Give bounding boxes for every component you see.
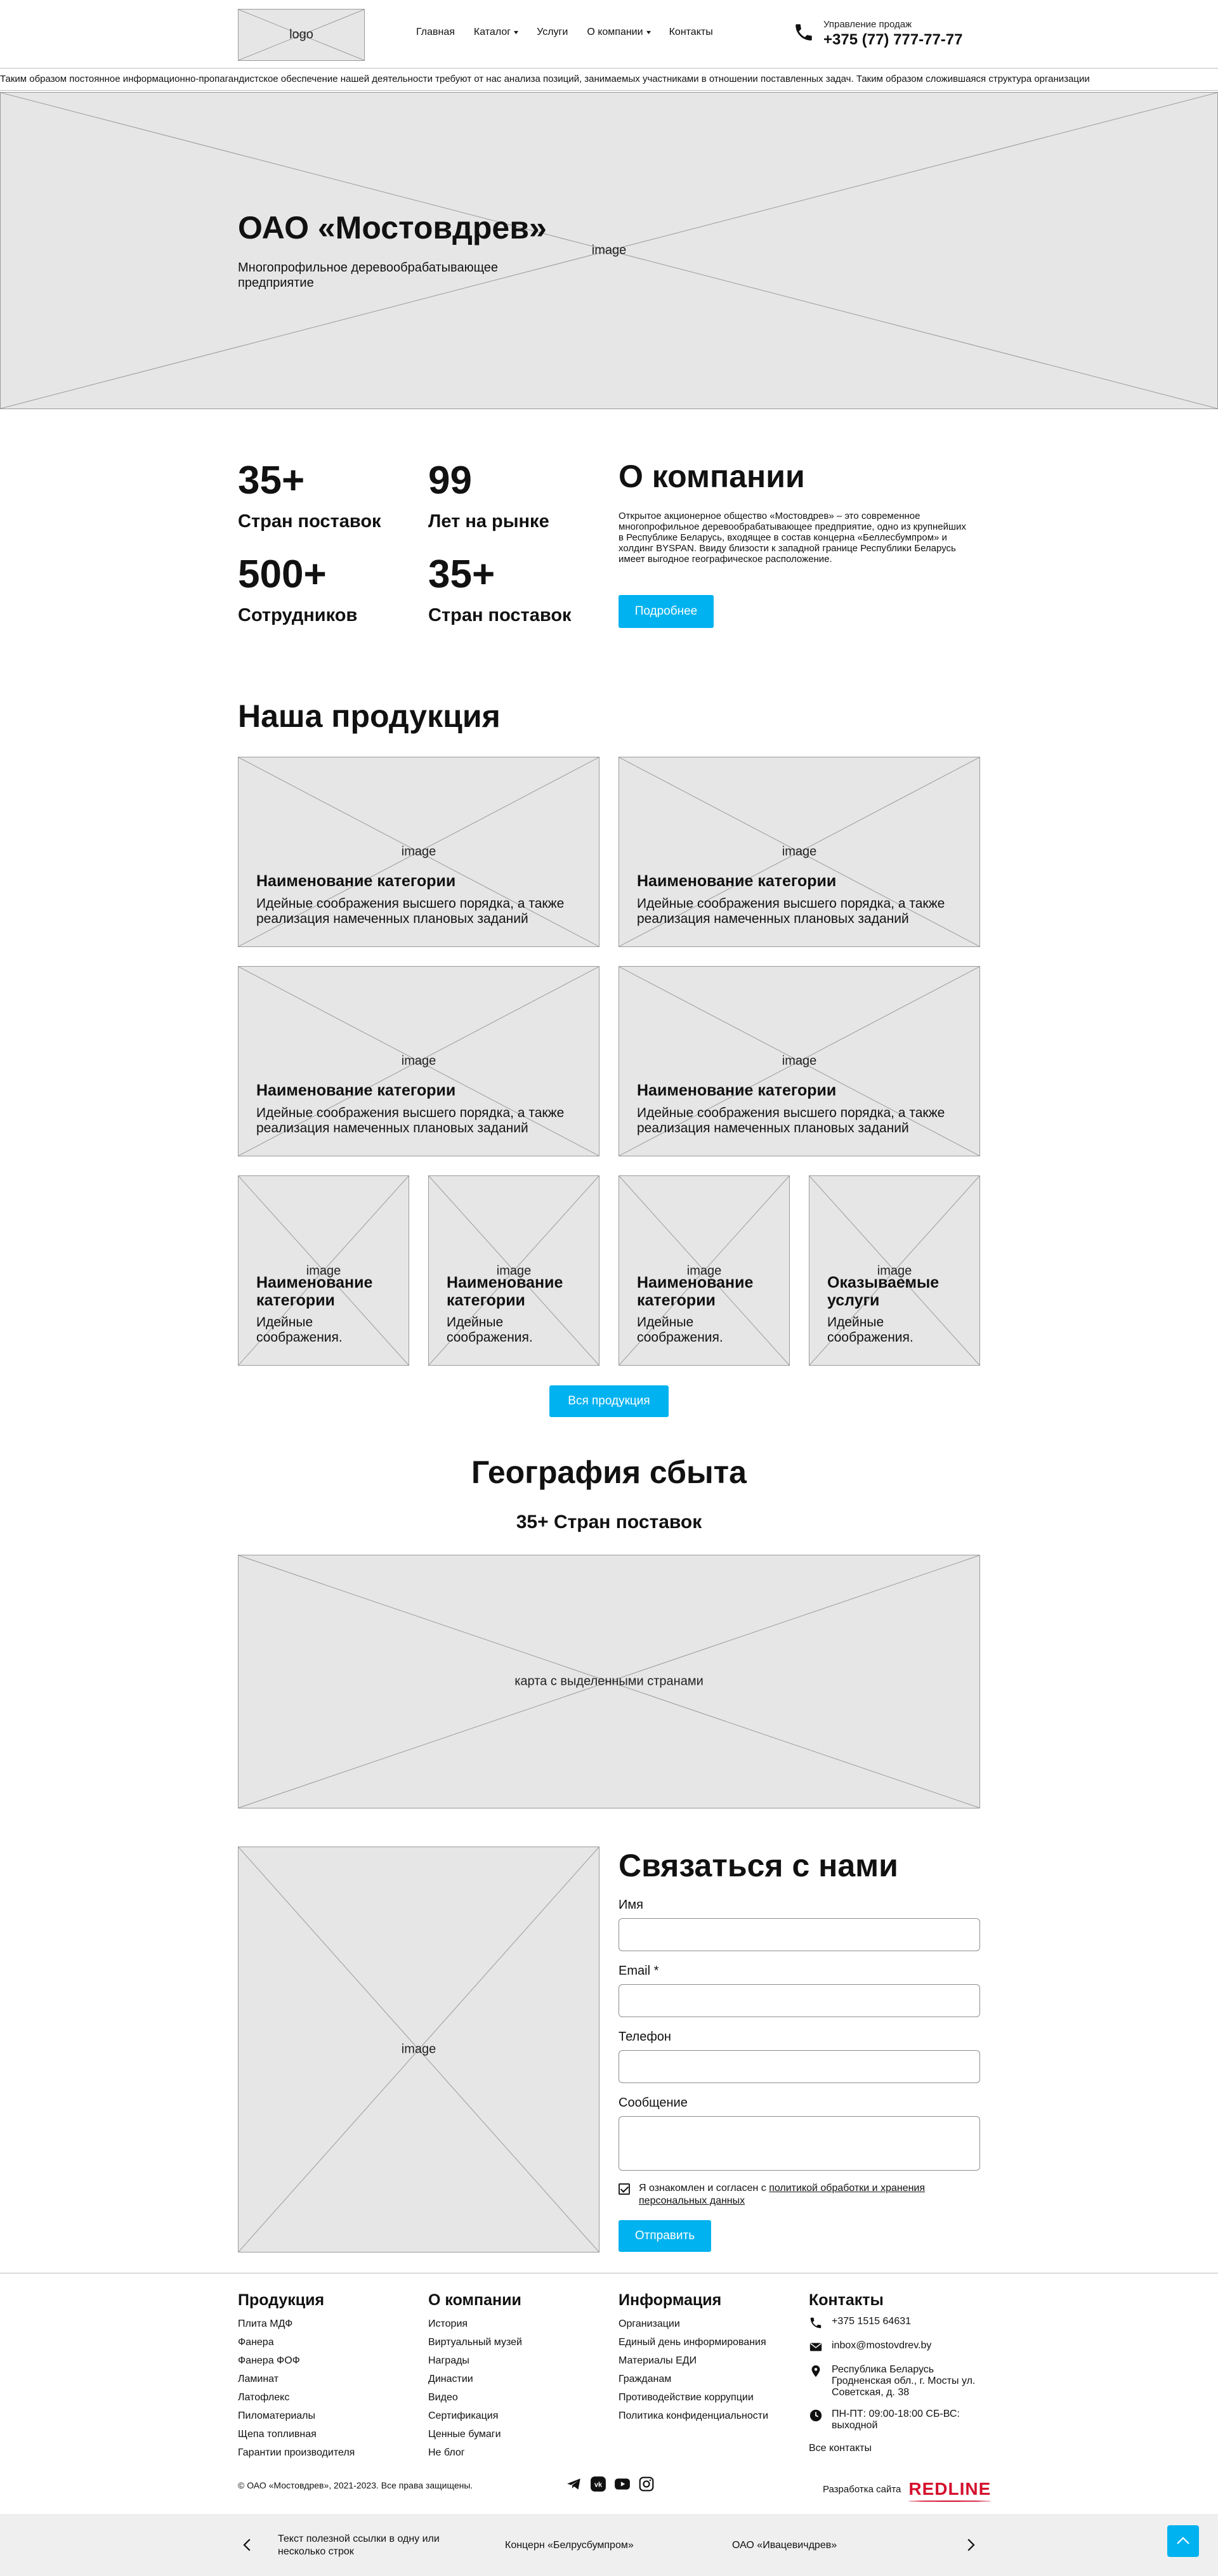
footer-link[interactable]: Династии (428, 2374, 473, 2384)
footer-col-contacts (809, 2291, 980, 2457)
card-title: Наименование категории (637, 1274, 754, 1309)
hero-image (0, 92, 1218, 409)
vk-icon[interactable] (590, 2476, 606, 2492)
social-links (566, 2476, 655, 2492)
footer-col-title: О компании (428, 2291, 521, 2309)
card-image-label: image (401, 844, 436, 859)
stat-number: 99 (428, 459, 472, 502)
footer-link[interactable]: История (428, 2318, 468, 2329)
footer-link[interactable]: Виртуальный музей (428, 2337, 522, 2348)
card-title: Наименование категории (447, 1274, 563, 1309)
redline-logo: REDLINE (908, 2479, 992, 2499)
card-image-label: image (877, 1264, 912, 1278)
nav-label: Услуги (537, 27, 568, 37)
consent-checkbox[interactable] (619, 2183, 630, 2195)
footer-link[interactable]: Латофлекс (238, 2392, 290, 2403)
partner-link[interactable]: Текст полезной ссылки в одну или несколько строк (278, 2534, 440, 2557)
card-desc: Идейные соображения. (256, 1315, 343, 1345)
stat-number: 35+ (238, 459, 305, 502)
consent-text: Я ознакомлен и согласен с (639, 2183, 769, 2194)
footer-address (809, 2364, 980, 2398)
name-field[interactable] (619, 1918, 980, 1951)
phone-icon (793, 22, 815, 46)
card-image-label: image (782, 844, 817, 859)
message-label: Сообщение (619, 2096, 688, 2110)
contact-image-label: image (401, 2042, 436, 2056)
telegram-icon[interactable] (566, 2476, 582, 2492)
card-desc: Идейные соображения высшего порядка, а также реализация намеченных плановых заданий (637, 1106, 945, 1135)
chevron-down-icon: ▾ (646, 29, 651, 36)
card-image-label: image (496, 1264, 532, 1278)
phone-label: Управление продаж (823, 19, 912, 30)
footer-link[interactable]: Гарантии производителя (238, 2447, 355, 2458)
card-desc: Идейные соображения высшего порядка, а также реализация намеченных плановых заданий (637, 896, 945, 926)
footer-email-text: inbox@mostovdrev.by (832, 2340, 932, 2351)
footer-col-title: Информация (619, 2291, 722, 2309)
name-label: Имя (619, 1898, 643, 1912)
footer-hours-text: ПН-ПТ: 09:00-18:00 СБ-ВС: выходной (832, 2409, 960, 2431)
card-image-label: image (306, 1264, 341, 1278)
card-desc: Идейные соображения. (447, 1315, 533, 1345)
phone-field[interactable] (619, 2050, 980, 2083)
stat-number: 500+ (238, 552, 327, 596)
header-phone[interactable] (793, 19, 963, 49)
nav-contacts[interactable] (669, 27, 713, 38)
phone-number[interactable]: +375 (77) 777-77-77 (823, 31, 963, 48)
footer-link[interactable]: Щепа топливная (238, 2429, 317, 2440)
card-desc: Идейные соображения. (827, 1315, 914, 1345)
products-title: Наша продукция (238, 698, 501, 734)
footer-col-products (238, 2291, 355, 2462)
copyright: © ОАО «Мостовдрев», 2021-2023. Все права защищены. (238, 2480, 473, 2490)
consent-text-wrap (639, 2182, 980, 2207)
stat-label: Стран поставок (238, 511, 381, 532)
card-image-label: image (686, 1264, 722, 1278)
instagram-icon[interactable] (638, 2476, 655, 2492)
nav-label: Главная (416, 27, 455, 37)
nav-label: Каталог (473, 27, 511, 37)
card-title: Наименование категории (256, 1274, 373, 1309)
footer-link[interactable]: Пиломатериалы (238, 2410, 316, 2421)
product-card-small[interactable] (619, 1175, 790, 1366)
all-products-button[interactable]: Вся продукция (549, 1385, 669, 1417)
footer-link[interactable]: Видео (428, 2392, 458, 2403)
footer-link[interactable]: Не блог (428, 2447, 465, 2458)
services-card[interactable] (809, 1175, 980, 1366)
scroll-to-top-button[interactable] (1167, 2525, 1199, 2557)
chevron-right-icon (961, 2535, 980, 2554)
card-desc: Идейные соображения высшего порядка, а также реализация намеченных плановых заданий (256, 896, 565, 926)
logo[interactable] (238, 9, 365, 61)
nav-label: О компании (587, 27, 643, 37)
stat-number: 35+ (428, 552, 495, 596)
footer-link[interactable]: Награды (428, 2355, 469, 2366)
chevron-up-icon (1167, 2525, 1199, 2557)
geo-title: География сбыта (471, 1455, 747, 1490)
footer-link[interactable]: Материалы ЕДИ (619, 2355, 697, 2366)
product-card[interactable] (619, 757, 980, 947)
all-contacts-link[interactable]: Все контакты (809, 2443, 872, 2454)
card-title: Наименование категории (637, 1082, 837, 1099)
logo-text: logo (289, 27, 313, 42)
dev-label: Разработка сайта (823, 2483, 901, 2495)
hero-subtitle: Многопрофильное деревообрабатывающее предприятие (238, 261, 499, 290)
hero-title: ОАО «Мостовдрев» (238, 210, 547, 245)
card-image-label: image (401, 1054, 436, 1068)
footer-link[interactable]: Противодействие коррупции (619, 2392, 754, 2403)
footer-hours (809, 2409, 980, 2431)
card-title: Наименование категории (256, 1082, 456, 1099)
prev-arrow[interactable] (238, 2535, 257, 2554)
hero-image-label: image (591, 243, 627, 258)
next-arrow[interactable] (961, 2535, 980, 2554)
footer-email[interactable] (809, 2340, 980, 2354)
svg-text:vk: vk (594, 2481, 603, 2489)
privacy-policy-link[interactable]: политикой обработки и хранения персональных данных (639, 2183, 926, 2206)
stat-label: Сотрудников (238, 605, 358, 625)
consent-row (619, 2182, 980, 2207)
footer-link[interactable]: Гражданам (619, 2374, 672, 2384)
youtube-icon[interactable] (614, 2476, 631, 2492)
contact-title: Связаться с нами (619, 1848, 898, 1883)
email-label: Email * (619, 1964, 659, 1978)
footer-phone[interactable] (809, 2316, 980, 2330)
about-more-button[interactable]: Подробнее (619, 595, 714, 628)
card-desc: Идейные соображения высшего порядка, а также реализация намеченных плановых заданий (256, 1106, 565, 1135)
card-title: Наименование категории (637, 872, 837, 890)
map-label: карта с выделенными странами (514, 1674, 704, 1689)
about-title: О компании (619, 459, 805, 494)
news-ticker: Таким образом постоянное информационно-пропагандистское обеспечение нашей деятельности требуют от нас анализа позиций, занимаемых участниками в отношении поставленных задач. Таким образом сложившаяся структура организации (0, 70, 1218, 91)
card-desc: Идейные соображения. (637, 1315, 723, 1345)
site-header (0, 0, 1218, 69)
footer-phone-text: +375 1515 64631 (832, 2316, 912, 2327)
product-card-small[interactable] (428, 1175, 599, 1366)
stat-label: Стран поставок (428, 605, 572, 625)
nav-services[interactable] (537, 27, 568, 38)
developer-credit[interactable] (823, 2479, 991, 2499)
card-title: Наименование категории (256, 872, 456, 890)
footer-link[interactable]: Единый день информирования (619, 2337, 766, 2348)
footer-link[interactable]: Ламинат (238, 2374, 279, 2384)
footer-link[interactable]: Организации (619, 2318, 680, 2329)
nav-about[interactable] (587, 27, 650, 38)
partner-link[interactable]: ОАО «Ивацевичдрев» (732, 2540, 837, 2551)
stat-label: Лет на рынке (428, 511, 549, 532)
partner-link[interactable]: Концерн «Белрусбумпром» (505, 2540, 634, 2551)
email-field[interactable] (619, 1984, 980, 2017)
footer-col-about (428, 2291, 522, 2462)
phone-icon (809, 2316, 823, 2330)
submit-button[interactable]: Отправить (619, 2220, 711, 2252)
footer-col-info (619, 2291, 768, 2425)
nav-home[interactable] (416, 27, 455, 38)
main-nav (416, 27, 713, 38)
footer-link[interactable]: Сертификация (428, 2410, 499, 2421)
footer-link[interactable]: Фанера (238, 2337, 274, 2348)
nav-label: Контакты (669, 27, 713, 37)
product-card[interactable] (238, 757, 599, 947)
geo-subtitle: 35+ Стран поставок (516, 1512, 702, 1533)
footer-link[interactable]: Ценные бумаги (428, 2429, 501, 2440)
card-image-label: image (782, 1054, 817, 1068)
contact-image (238, 1847, 599, 2252)
chevron-left-icon (238, 2535, 257, 2554)
chevron-down-icon: ▾ (514, 29, 519, 36)
product-card[interactable] (619, 966, 980, 1156)
about-text: Открытое акционерное общество «Мостовдрев» – это современное многопрофильное деревообрабатывающее предприятие, одно из крупнейших в Республике Беларусь, входящее в состав концерна «Беллесбумпром» и холдинг BYSPAN. Ввиду близости к западной границе Республики Беларусь имеет выгодное географическое расположение. (619, 511, 966, 565)
footer-address-text: Республика Беларусь Гродненская обл., г. Мосты ул. Советская, д. 38 (832, 2364, 976, 2398)
message-field[interactable] (619, 2116, 980, 2171)
footer-link[interactable]: Плита МДФ (238, 2318, 293, 2329)
card-title: Оказываемые услуги (827, 1274, 940, 1309)
mail-icon (809, 2340, 823, 2354)
footer-link[interactable]: Политика конфиденциальности (619, 2410, 769, 2421)
product-card[interactable] (238, 966, 599, 1156)
nav-catalog[interactable] (474, 27, 518, 38)
footer-link[interactable]: Фанера ФОФ (238, 2355, 300, 2366)
clock-icon (809, 2409, 823, 2422)
sales-map (238, 1555, 980, 1808)
product-card-small[interactable] (238, 1175, 409, 1366)
location-pin-icon (809, 2364, 823, 2378)
phone-label: Телефон (619, 2030, 671, 2044)
footer-col-title: Продукция (238, 2291, 325, 2309)
footer-col-title: Контакты (809, 2291, 884, 2309)
